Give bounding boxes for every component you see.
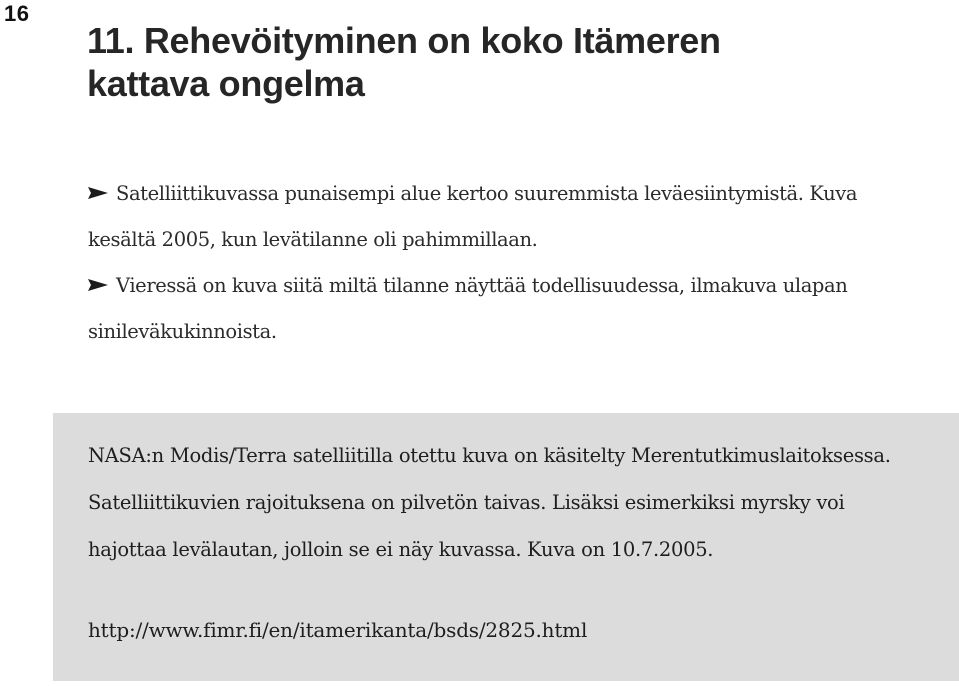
triangle-bullet-icon [88, 187, 108, 199]
info-box-text: NASA:n Modis/Terra satelliitilla otettu kuva on käsitelty Merentutkimuslaitoksessa. Satelliittikuvien rajoituksena on pilvetön taivas. Lisäksi esimerkiksi myrsky voi hajottaa levälautan, jolloin se ei näy kuvassa. Kuva on 10.7.2005. [88, 444, 891, 561]
page-title [87, 19, 847, 105]
page-title-line-1: 11. Rehevöityminen on koko Itämeren [87, 20, 721, 61]
paragraph-satellite [88, 171, 908, 263]
triangle-bullet-icon [88, 279, 108, 291]
page-number: 16 [4, 1, 30, 26]
info-box [53, 413, 959, 681]
body-text [88, 171, 908, 355]
paragraph-satellite-text: Satelliittikuvassa punaisempi alue kertoo suuremmista leväesiintymistä. Kuva kesältä 2005, kun levätilanne oli pahimmillaan. [88, 182, 858, 251]
source-link[interactable]: http://www.fimr.fi/en/itamerikanta/bsds/2825.html [88, 618, 588, 642]
page-title-line-2: kattava ongelma [87, 63, 365, 104]
paragraph-aerial-text: Vieressä on kuva siitä miltä tilanne näyttää todellisuudessa, ilmakuva ulapan sinileväkukinnoista. [88, 274, 848, 343]
paragraph-aerial [88, 263, 908, 355]
